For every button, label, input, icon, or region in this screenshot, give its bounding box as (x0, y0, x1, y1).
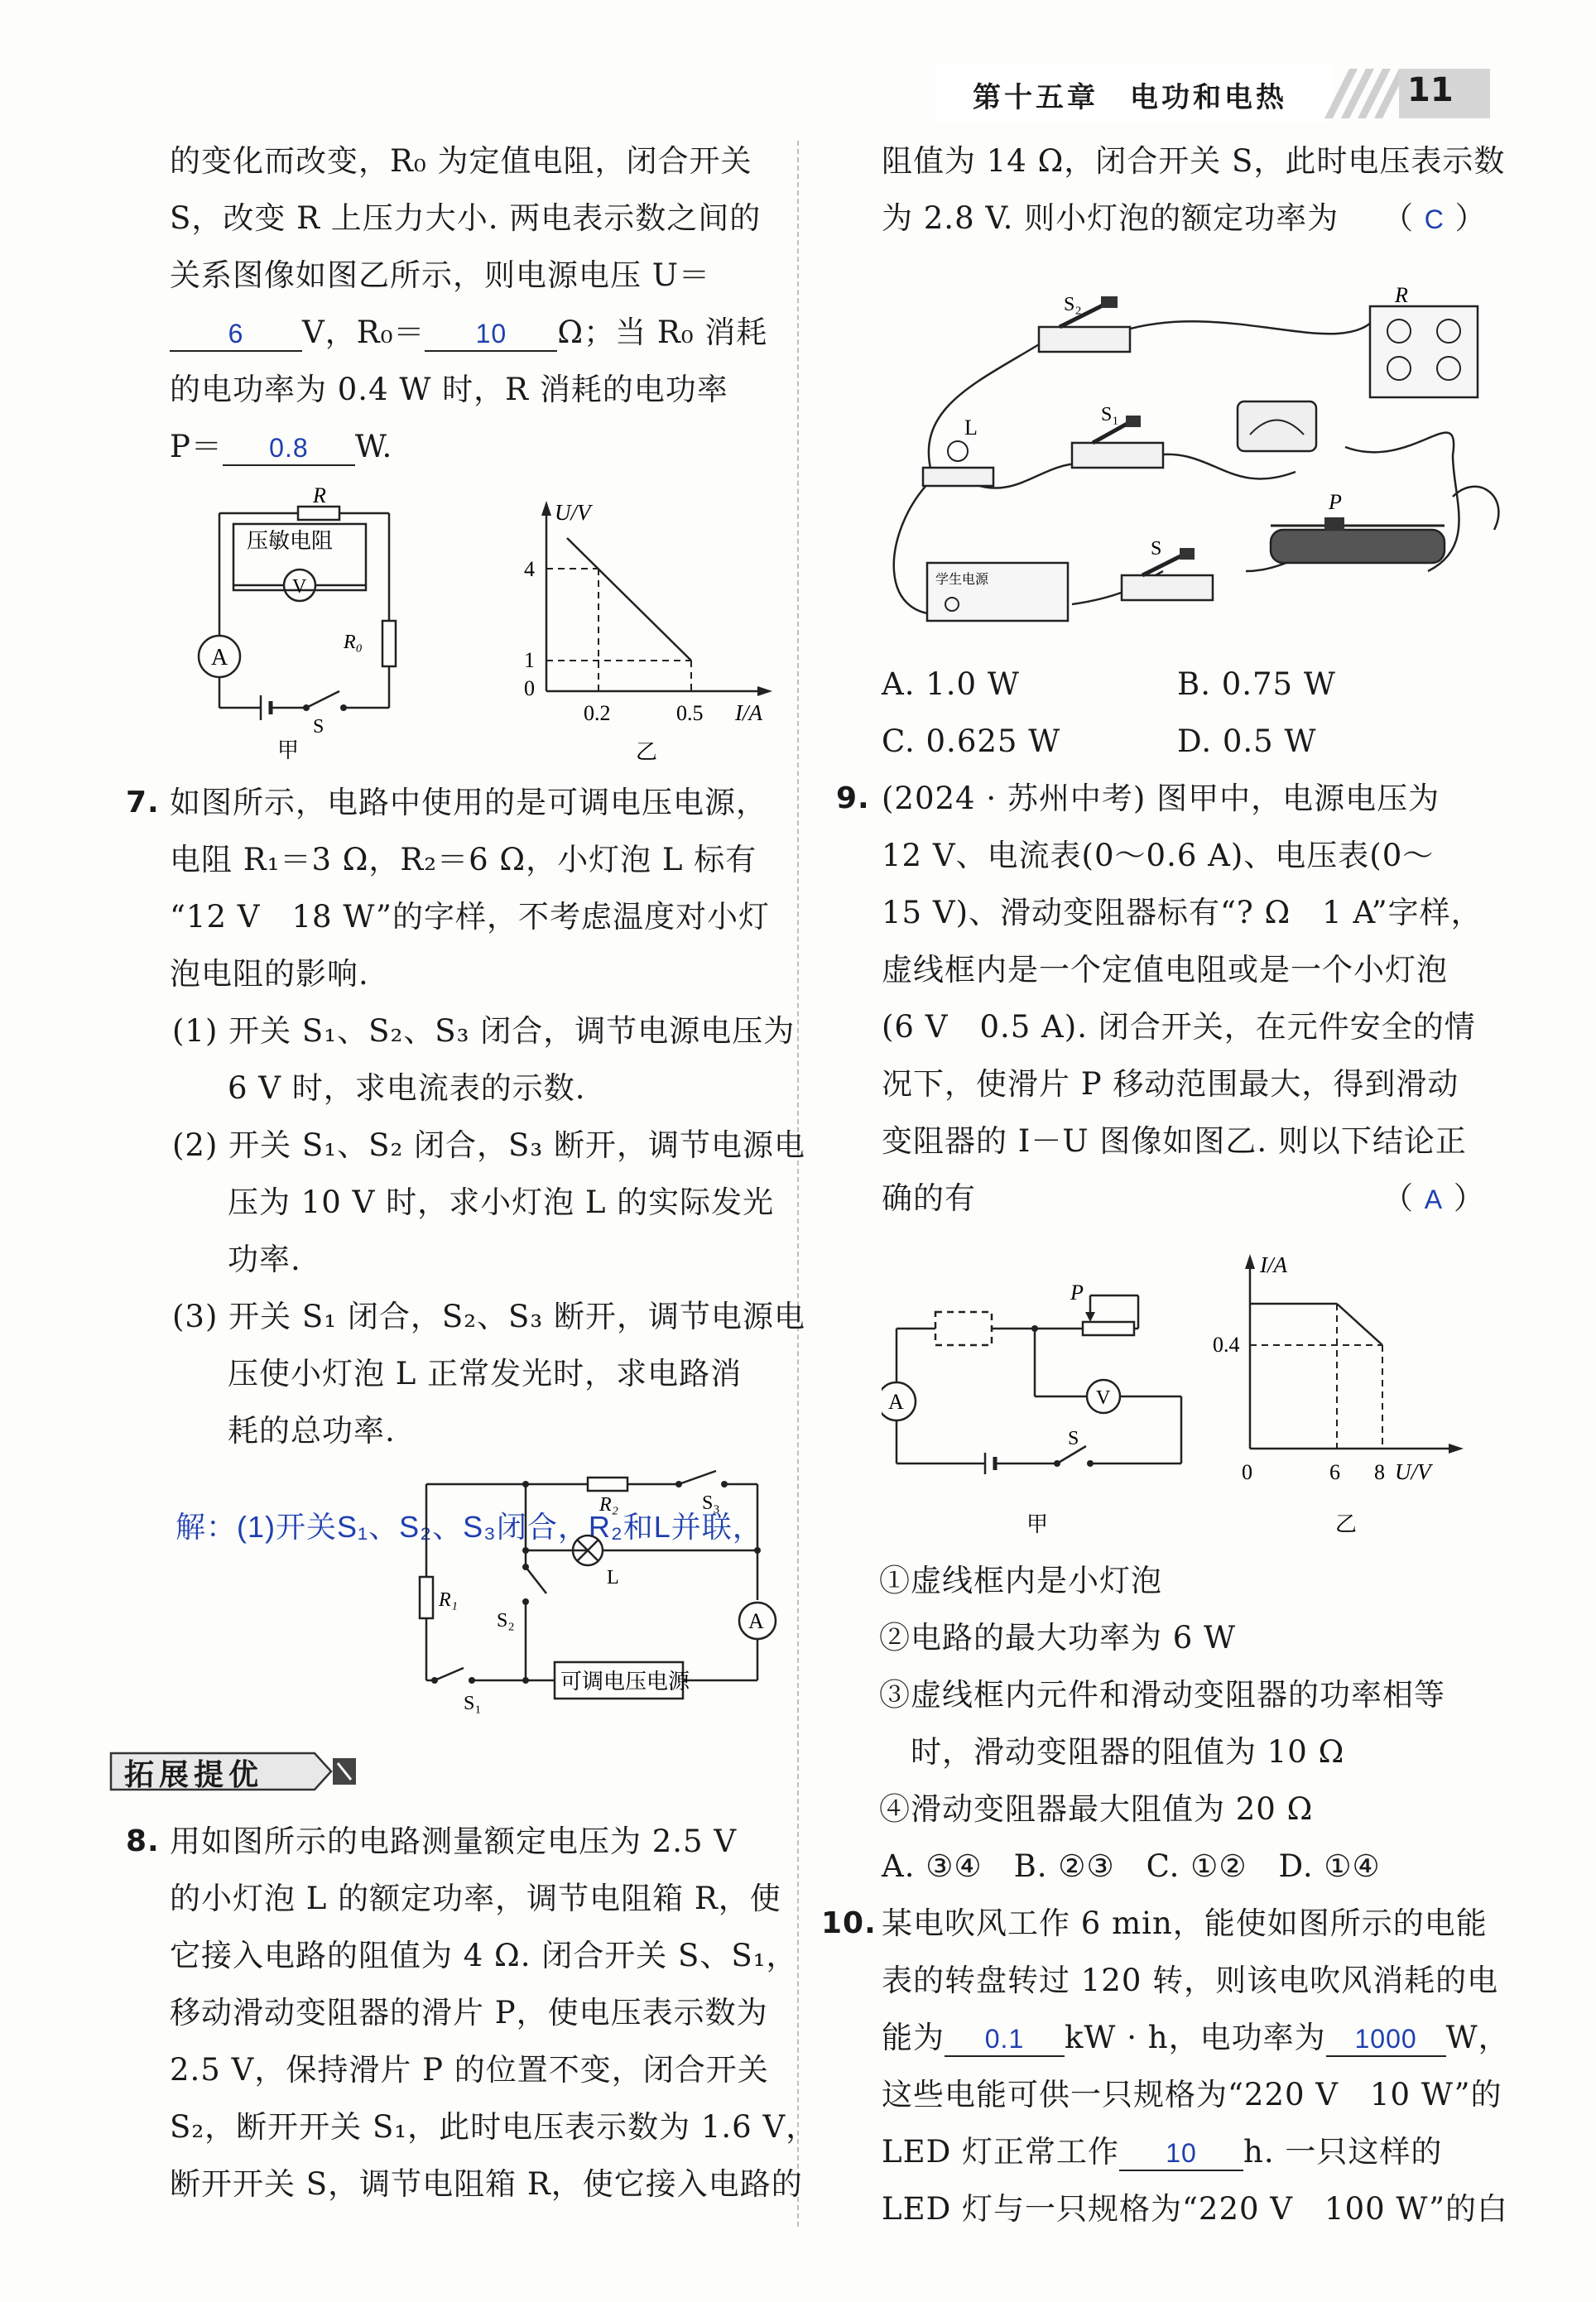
q7-line-2: 电阻 R₁＝3 Ω，R₂＝6 Ω，小灯泡 L 标有 (170, 842, 757, 877)
q8-line-6: S₂，断开开关 S₁，此时电压表示数为 1.6 V， (170, 2109, 818, 2145)
q8-option-d: D. 0.5 W (1177, 723, 1317, 759)
q8-cont-line-2: 为 2.8 V. 则小灯泡的额定功率为 (882, 200, 1339, 236)
y-tick-1: 1 (524, 648, 535, 672)
q9-x-tick-0: 0 (1242, 1460, 1252, 1484)
q8-line-5: 2.5 V，保持滑片 P 的位置不变，闭合开关 (170, 2052, 769, 2088)
fig-l-label: L (964, 416, 978, 440)
ammeter-label: A (211, 645, 228, 670)
q8-line-7: 断开开关 S，调节电阻箱 R，使它接入电路的 (170, 2166, 803, 2202)
q10-line-4: 这些电能可供一只规格为“220 V 10 W”的 (882, 2077, 1502, 2112)
q6-line-2: S，改变 R 上压力大小. 两电表示数之间的 (170, 200, 762, 236)
q9-number: 9. (836, 781, 870, 815)
q9-voltmeter-label: V (1096, 1387, 1111, 1409)
q9-circuit-diagram (882, 1283, 1204, 1540)
x-axis-label: I/A (735, 700, 762, 725)
x-tick-0.2: 0.2 (584, 701, 611, 725)
q7-solution: 解：(1)开关S₁、S₂、S₃闭合，R₂和L并联， (175, 1510, 763, 1544)
q9-statement-1: ①虚线框内是小灯泡 (879, 1563, 1162, 1598)
resistor-r-label: R (313, 484, 326, 507)
q8-cont-line-1: 阻值为 14 Ω，闭合开关 S，此时电压表示数 (882, 143, 1506, 179)
q8-option-c: C. 0.625 W (882, 723, 1061, 759)
answer-blank-energy: 0.1 (945, 2022, 1065, 2057)
voltmeter-label: V (292, 576, 307, 598)
q7-sub3-line-2: 压使小灯泡 L 正常发光时，求电路消 (228, 1356, 743, 1391)
q6-line-6: P＝ 0.8 W. (170, 429, 393, 464)
q9-line-7: 变阻器的 I－U 图像如图乙. 则以下结论正 (882, 1123, 1467, 1159)
q9-caption-jia: 甲 (1026, 1512, 1049, 1536)
q8-line-1: 用如图所示的电路测量额定电压为 2.5 V (170, 1824, 738, 1859)
q9-x-tick-8: 8 (1374, 1460, 1385, 1484)
q9-statement-3-cont: 时，滑动变阻器的阻值为 10 Ω (879, 1734, 1345, 1770)
q7-sub2-line-1: (2) 开关 S₁、S₂ 闭合，S₃ 断开，调节电源电 (172, 1127, 805, 1163)
q6-circuit-diagram (190, 484, 414, 762)
s1-label: S₁ (464, 1693, 482, 1714)
q8-option-b: B. 0.75 W (1177, 666, 1336, 702)
q7-line-4: 泡电阻的影响. (170, 956, 369, 992)
q9-line-2: 12 V、电流表(0～0.6 A)、电压表(0～ (882, 838, 1435, 873)
q7-line-3: “12 V 18 W”的字样，不考虑温度对小灯 (170, 899, 770, 935)
q9-line-1: (2024 · 苏州中考) 图甲中，电源电压为 (882, 781, 1440, 816)
q6-line-3: 关系图像如图乙所示，则电源电压 U＝ (170, 257, 710, 293)
q8-number: 8. (126, 1824, 160, 1858)
x-tick-0.5: 0.5 (676, 701, 704, 725)
q9-y-axis-label: I/A (1260, 1252, 1287, 1277)
q9-answer-letter: A (1424, 1185, 1444, 1214)
section-title: 拓展提优 (124, 1758, 264, 1792)
y-axis-label: U/V (555, 500, 591, 525)
q9-caption-yi: 乙 (1335, 1512, 1358, 1536)
s3-label: S₃ (702, 1492, 720, 1514)
q6-graph (509, 493, 791, 766)
q7-circuit-diagram (397, 1469, 778, 1718)
q8-option-a: A. 1.0 W (882, 666, 1020, 702)
fig-caption-yi: 乙 (636, 740, 658, 764)
q10-number: 10. (821, 1906, 877, 1940)
r2-label: R₂ (599, 1494, 619, 1516)
q10-line-2: 表的转盘转过 120 转，则该电吹风消耗的电 (882, 1963, 1499, 1998)
q7-sub1-line-1: (1) 开关 S₁、S₂、S₃ 闭合，调节电源电压为 (172, 1013, 796, 1049)
q9-line-8: 确的有 (882, 1180, 976, 1216)
q10-line-3: 能为 0.1 kW · h，电功率为 1000 W， (882, 2020, 1510, 2055)
q9-ammeter-label: A (888, 1390, 904, 1414)
answer-blank-power: 0.8 (223, 431, 355, 466)
sensor-label: 压敏电阻 (247, 529, 334, 553)
q9-line-5: (6 V 0.5 A). 闭合开关，在元件安全的情 (882, 1009, 1476, 1045)
q7-line-1: 如图所示，电路中使用的是可调电压电源， (170, 785, 767, 820)
q9-graph (1209, 1246, 1490, 1540)
y-tick-4: 4 (524, 557, 535, 581)
q7-sub3-line-1: (3) 开关 S₁ 闭合，S₂、S₃ 断开，调节电源电 (172, 1299, 805, 1334)
q9-statement-2: ②电路的最大功率为 6 W (879, 1620, 1237, 1656)
column-divider (797, 141, 799, 2227)
q7-sub1-line-2: 6 V 时，求电流表的示数. (228, 1070, 586, 1106)
y-tick-0: 0 (524, 676, 535, 700)
q9-p-label: P (1070, 1283, 1084, 1305)
lamp-label: L (607, 1567, 619, 1588)
q10-line-5: LED 灯正常工作 10 h. 一只这样的 (882, 2134, 1443, 2170)
q9-line-4: 虚线框内是一个定值电阻或是一个小灯泡 (882, 952, 1448, 988)
switch-label: S (313, 716, 324, 738)
answer-blank-q10-power: 1000 (1326, 2022, 1446, 2057)
q9-answer: （ A ） (1382, 1180, 1485, 1216)
answer-blank-r0: 10 (425, 317, 557, 352)
chapter-title: 第十五章 电功和电热 (973, 81, 1287, 114)
q9-statement-3: ③虚线框内元件和滑动变阻器的功率相等 (879, 1677, 1445, 1713)
q8-apparatus-figure (882, 281, 1511, 646)
fig-s-label: S (1151, 538, 1162, 560)
answer-blank-voltage: 6 (170, 317, 302, 352)
source-label: 可调电压电源 (560, 1670, 690, 1694)
fig-p-label: P (1329, 490, 1342, 514)
page-number: 11 (1407, 71, 1454, 109)
q8-line-2: 的小灯泡 L 的额定功率，调节电阻箱 R，使 (170, 1881, 781, 1916)
q10-line-6: LED 灯与一只规格为“220 V 100 W”的白 (882, 2191, 1509, 2227)
q10-line-1: 某电吹风工作 6 min，能使如图所示的电能 (882, 1906, 1488, 1941)
section-tag (108, 1748, 356, 1795)
fig-r-label: R (1395, 283, 1408, 307)
q9-switch-label: S (1068, 1428, 1079, 1449)
q9-x-tick-6: 6 (1329, 1460, 1340, 1484)
q8-answer: （ C ） (1382, 200, 1487, 236)
q9-line-3: 15 V)、滑动变阻器标有“? Ω 1 A”字样， (882, 895, 1483, 930)
fig-s1-label: S₁ (1101, 404, 1119, 425)
fig-caption-jia: 甲 (277, 738, 300, 762)
q8-line-3: 它接入电路的阻值为 4 Ω. 闭合开关 S、S₁， (170, 1938, 798, 1973)
q8-line-4: 移动滑动变阻器的滑片 P，使电压表示数为 (170, 1995, 768, 2030)
q9-y-tick: 0.4 (1213, 1333, 1240, 1357)
answer-blank-hours: 10 (1119, 2136, 1243, 2171)
s2-label: S₂ (497, 1610, 515, 1632)
q9-x-axis-label: U/V (1395, 1459, 1431, 1484)
r1-label: R₁ (439, 1589, 459, 1611)
q9-options: A. ③④ B. ②③ C. ①② D. ①④ (882, 1848, 1381, 1884)
q7-sub2-line-2: 压为 10 V 时，求小灯泡 L 的实际发光 (228, 1185, 775, 1220)
q7-sub3-line-3: 耗的总功率. (228, 1413, 396, 1449)
q6-line-1: 的变化而改变，R₀ 为定值电阻，闭合开关 (170, 143, 752, 179)
q7-number: 7. (126, 786, 160, 819)
q8-answer-letter: C (1424, 204, 1445, 234)
ammeter-label-q7: A (748, 1609, 764, 1633)
fig-s2-label: S₂ (1064, 294, 1082, 315)
q7-sub2-line-3: 功率. (228, 1242, 301, 1277)
r0-label: R₀ (344, 632, 363, 653)
q9-statement-4: ④滑动变阻器最大阻值为 20 Ω (879, 1791, 1314, 1827)
fig-source-label: 学生电源 (935, 573, 989, 587)
q6-line-4: 6 V，R₀＝ 10 Ω；当 R₀ 消耗 (170, 304, 767, 361)
q9-line-6: 况下，使滑片 P 移动范围最大，得到滑动 (882, 1066, 1459, 1102)
q6-line-5: 的电功率为 0.4 W 时，R 消耗的电功率 (170, 372, 728, 407)
